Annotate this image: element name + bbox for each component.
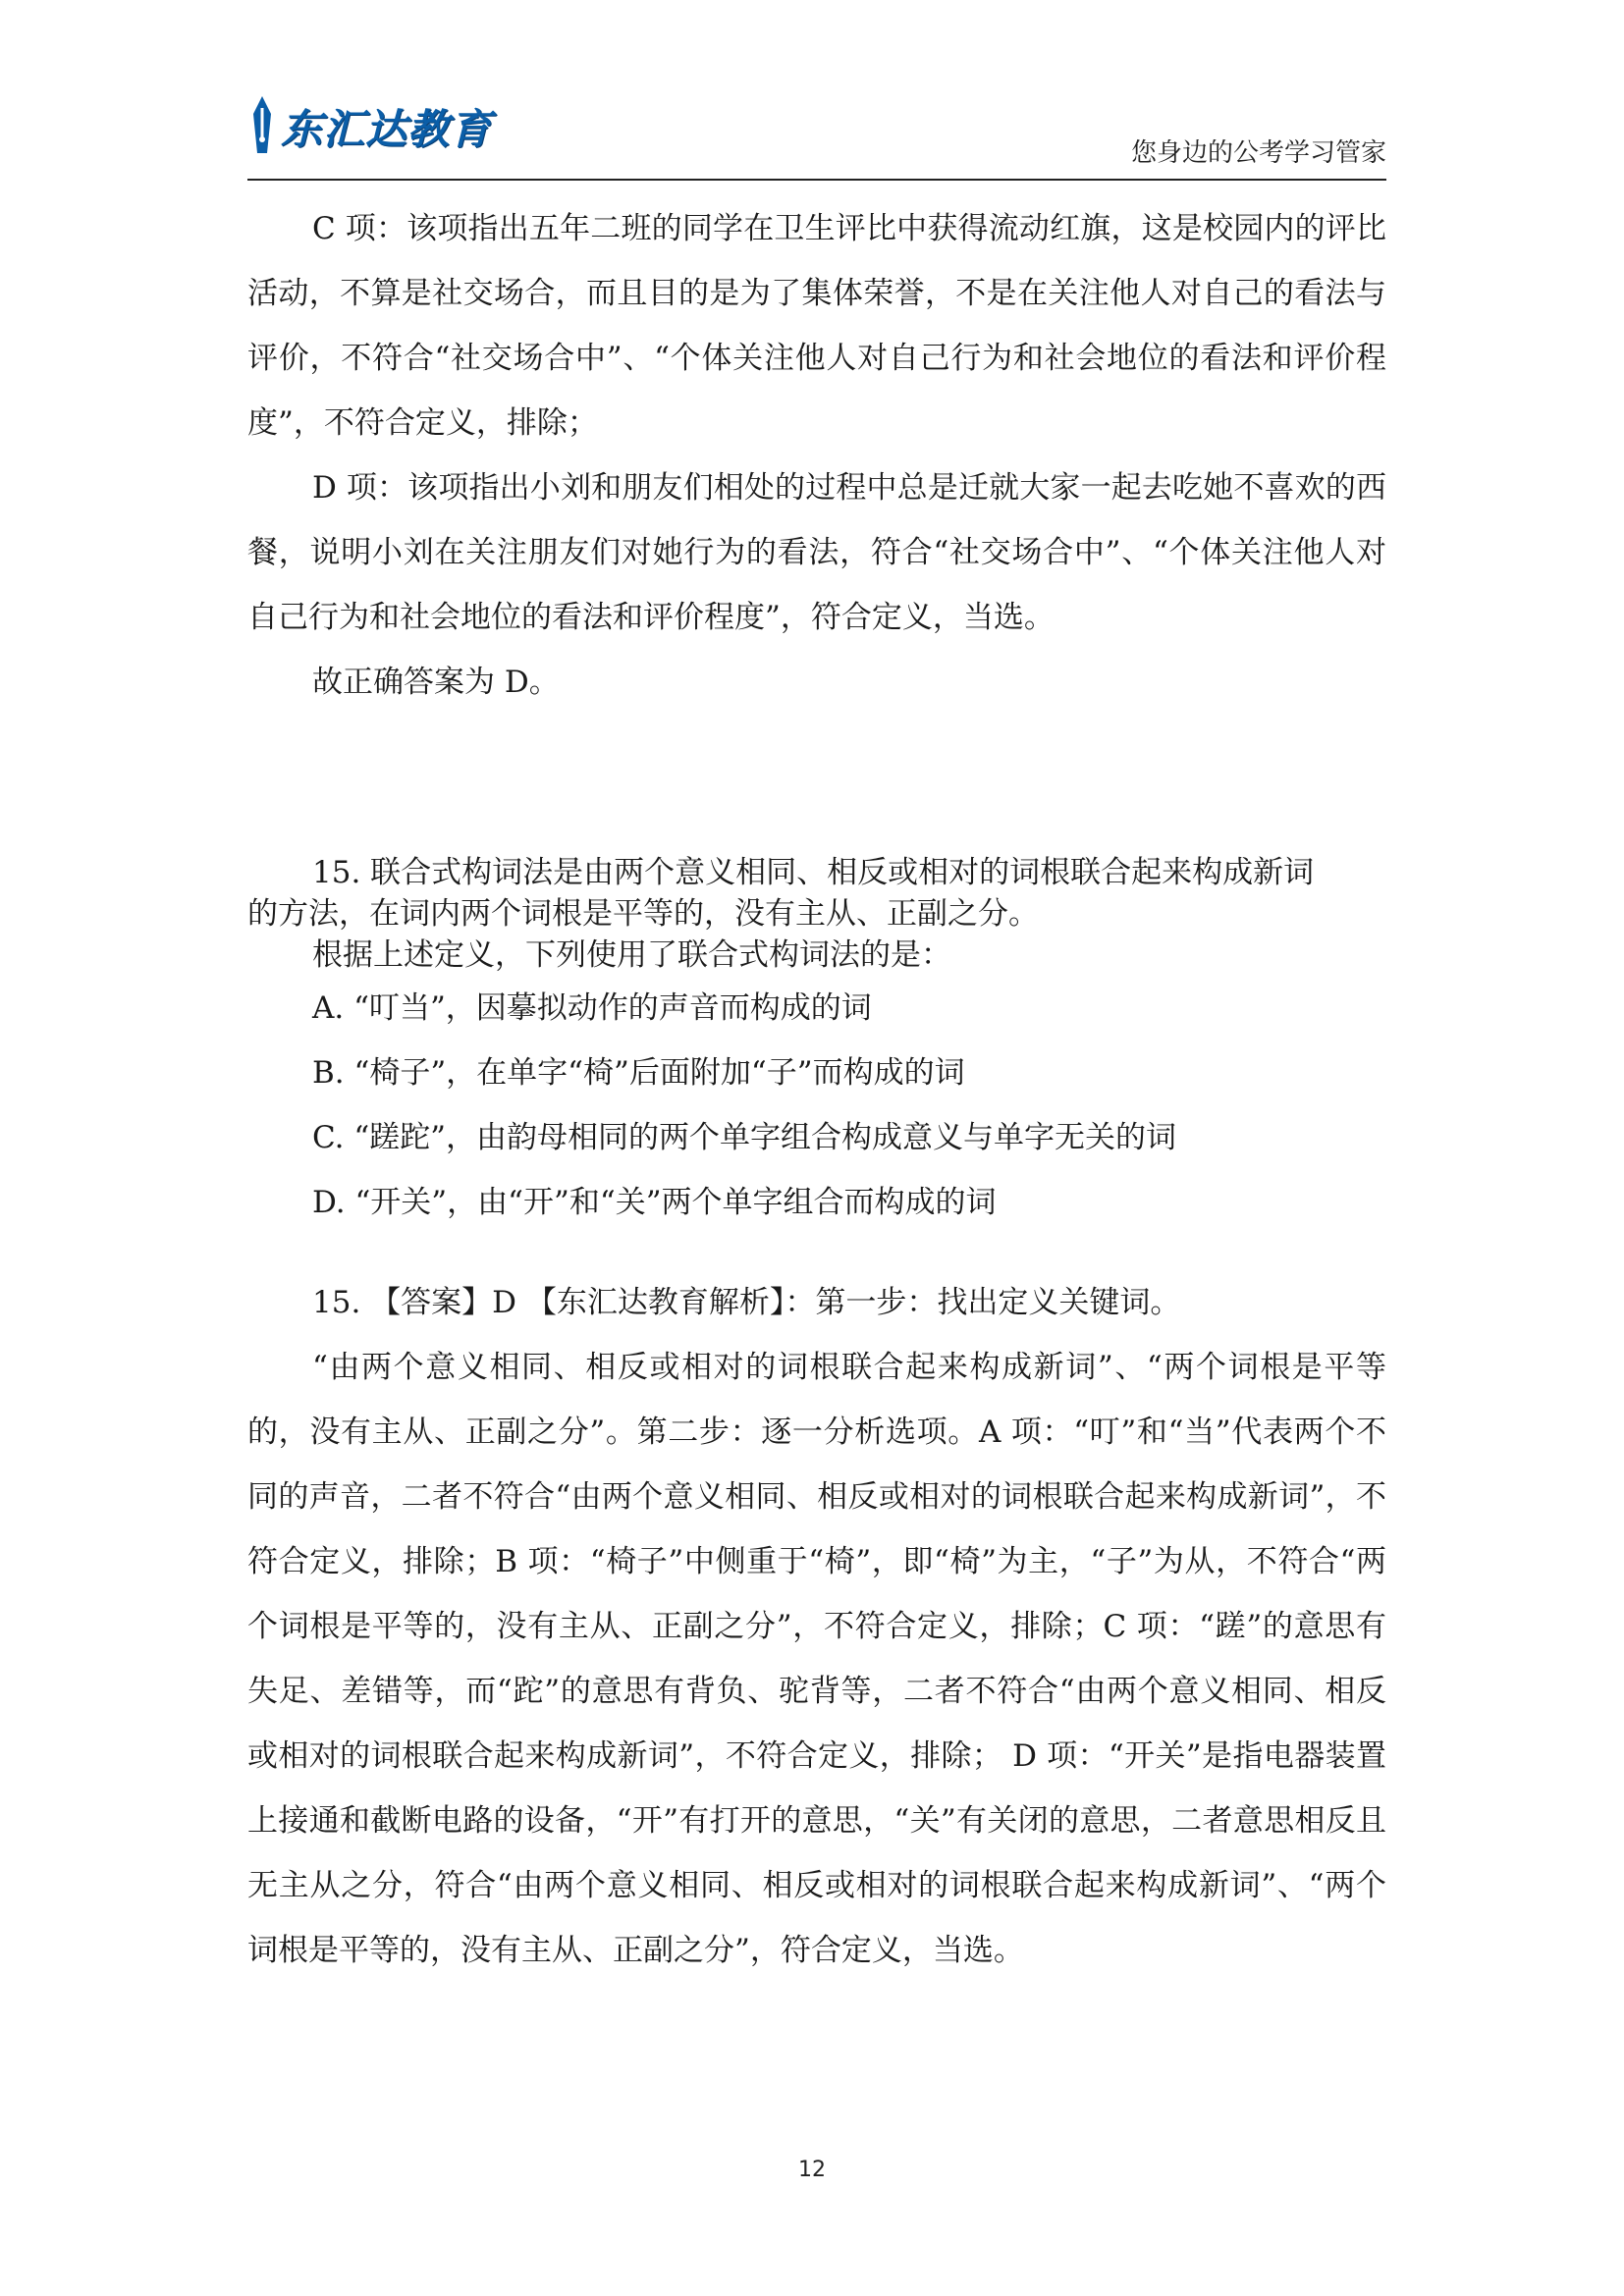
option-b: B. “椅子”，在单字“椅”后面附加“子”而构成的词 [312,1055,965,1091]
pen-nib-icon [247,94,277,159]
explanation-option-d: D 项：该项指出小刘和朋友们相处的过程中总是迁就大家一起去吃她不喜欢的西餐，说明小刘在关注朋友们对她行为的看法，符合“社交场合中”、“个体关注他人对自己行为和社会地位的看法和评价程度”，符合定义，当选。 [247,470,1386,635]
brand-logo [247,92,492,161]
header-slogan: 您身边的公考学习管家 [1130,138,1386,168]
explanation-conclusion: 故正确答案为 D。 [312,665,560,700]
page-number: 12 [798,2158,826,2182]
question-stem-line-1: 15. 联合式构词法是由两个意义相同、相反或相对的词根联合起来构成新词 [312,855,1315,890]
answer-heading: 15. 【答案】D 【东汇达教育解析】：第一步：找出定义关键词。 [312,1285,1181,1320]
spacer [247,715,1386,852]
answer-body: “由两个意义相同、相反或相对的词根联合起来构成新词”、“两个词根是平等的，没有主从、正副之分”。第二步：逐一分析选项。A 项：“叮”和“当”代表两个不同的声音，二者不符合“由两个意义相同、相反或相对的词根联合起来构成新词”，不符合定义，排除；B 项：“椅子”中侧重于“椅”，即“椅”为主，“子”为从，不符合“两个词根是平等的，没有主从、正副之分”，不符合定义，排除；C 项：“蹉”的意思有失足、差错等，而“跎”的意思有背负、驼背等，二者不符合“由两个意义相同、相反或相对的词根联合起来构成新词”，不符合定义，排除； D 项：“开关”是指电器装置上接通和截断电路的设备，“开”有打开的意思，“关”有关闭的意思，二者意思相反且无主从之分，符合“由两个意义相同、相反或相对的词根联合起来构成新词”、“两个词根是平等的，没有主从、正副之分”，符合定义，当选。 [247,1350,1386,1968]
option-c: C. “蹉跎”，由韵母相同的两个单字组合构成意义与单字无关的词 [312,1120,1177,1155]
question-prompt: 根据上述定义，下列使用了联合式构词法的是： [312,937,951,973]
page-content [247,196,1386,1983]
answer-15 [247,1270,1386,1983]
page-header [247,86,1386,181]
question-15 [247,852,1386,1235]
explanation-option-c: C 项：该项指出五年二班的同学在卫生评比中获得流动红旗，这是校园内的评比活动，不算是社交场合，而且目的是为了集体荣誉，不是在关注他人对自己的看法与评价，不符合“社交场合中”、“个体关注他人对自己行为和社会地位的看法和评价程度”，不符合定义，排除； [247,211,1386,441]
spacer [247,1235,1386,1270]
header-divider [247,179,1386,181]
question-stem-line-2: 的方法，在词内两个词根是平等的，没有主从、正副之分。 [247,896,1039,932]
option-d: D. “开关”，由“开”和“关”两个单字组合而构成的词 [312,1185,997,1220]
option-a: A. “叮当”，因摹拟动作的声音而构成的词 [312,990,872,1026]
logo-text: 东汇达教育 [281,105,493,153]
